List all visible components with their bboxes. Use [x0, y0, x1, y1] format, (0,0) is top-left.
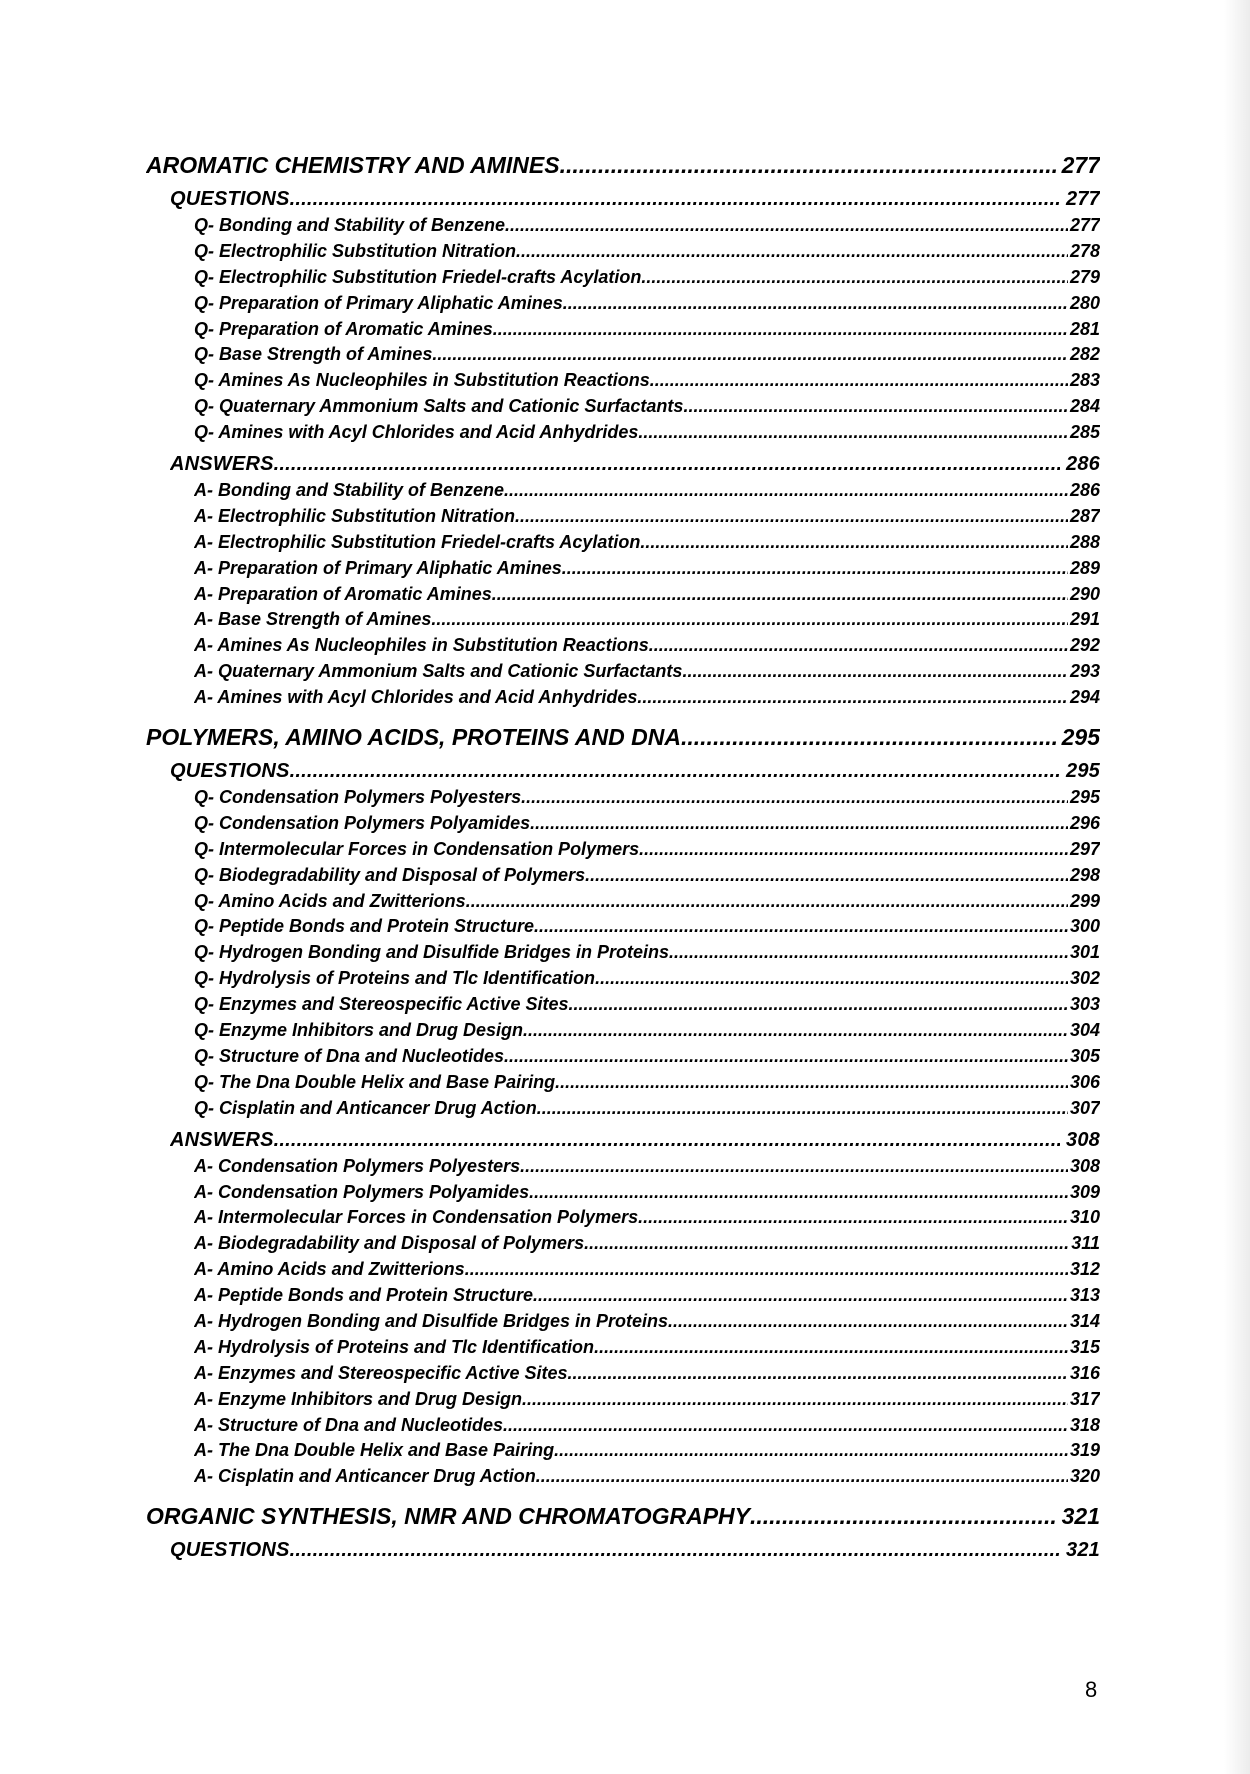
toc-item-entry-page-number: 319 — [1069, 1440, 1100, 1461]
toc-item-entry[interactable] — [194, 1018, 1100, 1044]
toc-item-entry-title: A- Structure of Dna and Nucleotides — [194, 1414, 504, 1435]
toc-item-entry[interactable] — [194, 992, 1100, 1018]
page-edge-shadow — [1224, 0, 1250, 1774]
toc-item-entry-title: Q- Quaternary Ammonium Salts and Cationic Surfactants — [194, 396, 684, 417]
toc-item-entry[interactable] — [194, 556, 1100, 582]
toc-item-entry[interactable] — [194, 1361, 1100, 1387]
dot-leader — [493, 317, 1068, 343]
toc-section-entry-page-number: 295 — [1066, 760, 1100, 783]
toc-section — [146, 450, 1100, 711]
toc-item-entry[interactable] — [194, 1464, 1100, 1490]
toc-chapter-entry[interactable] — [146, 149, 1100, 181]
dot-leader — [534, 914, 1068, 940]
toc-item-entry[interactable] — [194, 607, 1100, 633]
toc-item-entry-page-number: 303 — [1069, 994, 1100, 1015]
toc-item-entry-page-number: 309 — [1069, 1181, 1100, 1202]
toc-chapter-entry-title: POLYMERS, AMINO ACIDS, PROTEINS AND DNA — [146, 724, 681, 751]
toc-chapter-entry-page-number: 277 — [1061, 152, 1100, 178]
toc-section — [146, 1126, 1100, 1491]
toc-item-entry-page-number: 316 — [1069, 1362, 1100, 1383]
toc-item-entry-page-number: 307 — [1069, 1097, 1100, 1118]
toc-item-entry-title: A- Hydrogen Bonding and Disulfide Bridges in Proteins — [194, 1310, 669, 1331]
toc-item-entry-page-number: 287 — [1069, 505, 1100, 526]
toc-item-entry-page-number: 289 — [1069, 557, 1100, 578]
toc-item-entry-title: A- Electrophilic Substitution Friedel-crafts Acylation — [194, 531, 641, 552]
toc-chapter — [146, 721, 1100, 1490]
dot-leader — [638, 1205, 1068, 1231]
toc-item-entry[interactable] — [194, 1205, 1100, 1231]
dot-leader — [595, 966, 1068, 992]
dot-leader — [274, 1126, 1060, 1154]
dot-leader — [290, 1536, 1060, 1564]
toc-item-entry-title: A- Condensation Polymers Polyesters — [194, 1155, 521, 1176]
toc-item-entry[interactable] — [194, 914, 1100, 940]
dot-leader — [530, 811, 1068, 837]
toc-item-entry-page-number: 280 — [1069, 292, 1100, 313]
dot-leader — [515, 504, 1068, 530]
toc-item-entry[interactable] — [194, 530, 1100, 556]
toc-item-entry-title: Q- Intermolecular Forces in Condensation Polymers — [194, 838, 640, 859]
toc-item-entry-page-number: 310 — [1069, 1207, 1100, 1228]
dot-leader — [516, 239, 1068, 265]
dot-leader — [638, 420, 1068, 446]
toc-item-entry[interactable] — [194, 1044, 1100, 1070]
toc-item-entry-title: A- Amines with Acyl Chlorides and Acid Anhydrides — [194, 687, 638, 708]
dot-leader — [683, 394, 1068, 420]
toc-item-entry-title: A- Preparation of Aromatic Amines — [194, 583, 492, 604]
toc-item-entry-title: A- Condensation Polymers Polyamides — [194, 1181, 530, 1202]
toc-item-entry-page-number: 294 — [1069, 687, 1100, 708]
toc-item-entry-title: Q- Amines with Acyl Chlorides and Acid Anhydrides — [194, 422, 639, 443]
dot-leader — [567, 1361, 1067, 1387]
toc-item-entry-title: Q- Amines As Nucleophiles in Substitution Reactions — [194, 370, 650, 391]
toc-section-entry-title: ANSWERS — [170, 1128, 274, 1151]
dot-leader — [584, 1231, 1069, 1257]
toc-item-entry-title: Q- Condensation Polymers Polyesters — [194, 787, 522, 808]
toc-section-entry[interactable] — [170, 757, 1100, 785]
toc-item-entry-title: Q- Hydrolysis of Proteins and Tlc Identification — [194, 968, 596, 989]
toc-item-list — [170, 478, 1100, 711]
toc-section — [146, 757, 1100, 1122]
toc-item-entry-page-number: 297 — [1069, 838, 1100, 859]
toc-item-entry[interactable] — [194, 685, 1100, 711]
toc-item-entry[interactable] — [194, 1257, 1100, 1283]
dot-leader — [555, 1070, 1068, 1096]
toc-item-entry-title: Q- Hydrogen Bonding and Disulfide Bridges in Proteins — [194, 942, 670, 963]
toc-item-entry-title: A- Biodegradability and Disposal of Polymers — [194, 1233, 585, 1254]
toc-item-entry[interactable] — [194, 1413, 1100, 1439]
toc-item-entry[interactable] — [194, 966, 1100, 992]
dot-leader — [585, 863, 1068, 889]
dot-leader — [649, 633, 1068, 659]
toc-item-entry[interactable] — [194, 633, 1100, 659]
toc-item-entry[interactable] — [194, 659, 1100, 685]
toc-item-entry[interactable] — [194, 940, 1100, 966]
toc-item-entry[interactable] — [194, 368, 1100, 394]
toc-item-entry[interactable] — [194, 291, 1100, 317]
toc-section-entry[interactable] — [170, 185, 1100, 213]
toc-section-entry[interactable] — [170, 450, 1100, 478]
toc-item-entry-title: A- The Dna Double Helix and Base Pairing — [194, 1440, 555, 1461]
toc-item-entry[interactable] — [194, 1387, 1100, 1413]
dot-leader — [639, 837, 1068, 863]
toc-item-entry-page-number: 315 — [1069, 1336, 1100, 1357]
dot-leader — [640, 530, 1068, 556]
toc-item-entry[interactable] — [194, 1438, 1100, 1464]
dot-leader — [432, 342, 1068, 368]
toc-item-entry[interactable] — [194, 1283, 1100, 1309]
toc-item-entry-title: Q- Electrophilic Substitution Nitration — [194, 240, 516, 261]
dot-leader — [669, 940, 1068, 966]
toc-item-entry[interactable] — [194, 478, 1100, 504]
dot-leader — [563, 291, 1068, 317]
toc-item-entry[interactable] — [194, 1180, 1100, 1206]
toc-item-entry-page-number: 277 — [1069, 215, 1100, 235]
toc-item-entry[interactable] — [194, 785, 1100, 811]
dot-leader — [521, 785, 1068, 811]
dot-leader — [594, 1335, 1068, 1361]
toc-item-list — [170, 213, 1100, 446]
dot-leader — [503, 1413, 1068, 1439]
toc-item-entry-page-number: 318 — [1069, 1414, 1100, 1435]
toc-item-list — [170, 785, 1100, 1122]
toc-item-entry[interactable] — [194, 239, 1100, 265]
toc-item-entry-page-number: 284 — [1069, 396, 1100, 417]
dot-leader — [505, 213, 1068, 239]
dot-leader — [650, 368, 1068, 394]
toc-item-entry-page-number: 296 — [1069, 812, 1100, 833]
table-of-contents — [146, 149, 1100, 1564]
toc-section-entry-page-number: 308 — [1066, 1128, 1100, 1151]
toc-item-entry[interactable] — [194, 1335, 1100, 1361]
toc-item-entry[interactable] — [194, 811, 1100, 837]
toc-item-entry-page-number: 286 — [1069, 480, 1100, 501]
toc-section-entry[interactable] — [170, 1126, 1100, 1154]
toc-item-entry-page-number: 283 — [1069, 370, 1100, 391]
toc-item-entry-page-number: 282 — [1069, 344, 1100, 365]
dot-leader — [568, 992, 1067, 1018]
dot-leader — [533, 1283, 1068, 1309]
toc-item-entry-page-number: 301 — [1069, 942, 1100, 963]
toc-section-entry-page-number: 286 — [1066, 453, 1100, 476]
page-number: 8 — [1085, 1677, 1098, 1702]
dot-leader — [431, 607, 1068, 633]
toc-item-entry-page-number: 278 — [1069, 240, 1100, 261]
toc-chapter-entry[interactable] — [146, 721, 1100, 753]
dot-leader — [681, 721, 1056, 753]
toc-item-entry-title: A- Quaternary Ammonium Salts and Cationic Surfactants — [194, 661, 683, 682]
toc-item-entry-title: Q- Preparation of Aromatic Amines — [194, 318, 493, 339]
toc-section-entry-title: QUESTIONS — [170, 760, 290, 783]
dot-leader — [274, 450, 1060, 478]
dot-leader — [537, 1096, 1068, 1122]
toc-item-entry[interactable] — [194, 265, 1100, 291]
toc-item-entry[interactable] — [194, 394, 1100, 420]
dot-leader — [529, 1180, 1068, 1206]
toc-item-entry-page-number: 300 — [1069, 916, 1100, 937]
toc-item-entry-title: Q- Bonding and Stability of Benzene — [194, 215, 506, 235]
toc-item-entry-title: A- Intermolecular Forces in Condensation Polymers — [194, 1207, 639, 1228]
toc-item-entry-title: Q- Biodegradability and Disposal of Polymers — [194, 864, 586, 885]
dot-leader — [504, 1044, 1068, 1070]
dot-leader — [522, 1387, 1068, 1413]
dot-leader — [554, 1438, 1068, 1464]
toc-item-entry-page-number: 299 — [1069, 890, 1100, 911]
toc-item-entry-title: Q- Condensation Polymers Polyamides — [194, 812, 531, 833]
toc-section-entry-page-number: 321 — [1066, 1539, 1100, 1562]
dot-leader — [536, 1464, 1068, 1490]
toc-item-entry-page-number: 293 — [1069, 661, 1100, 682]
toc-item-entry-title: Q- Structure of Dna and Nucleotides — [194, 1045, 505, 1066]
dot-leader — [641, 265, 1068, 291]
toc-item-entry-title: A- Hydrolysis of Proteins and Tlc Identification — [194, 1336, 595, 1357]
dot-leader — [492, 582, 1068, 608]
toc-item-entry-page-number: 320 — [1069, 1466, 1100, 1487]
toc-item-entry-title: A- Amines As Nucleophiles in Substitution Reactions — [194, 635, 649, 656]
toc-item-entry-title: A- Enzymes and Stereospecific Active Sites — [194, 1362, 568, 1383]
dot-leader — [465, 1257, 1068, 1283]
toc-item-entry[interactable] — [194, 342, 1100, 368]
toc-chapter — [146, 149, 1100, 711]
toc-item-entry[interactable] — [194, 889, 1100, 915]
toc-item-entry-page-number: 317 — [1069, 1388, 1100, 1409]
toc-item-entry-title: A- Amino Acids and Zwitterions — [194, 1259, 465, 1280]
toc-chapter-entry-title: AROMATIC CHEMISTRY AND AMINES — [146, 152, 560, 178]
toc-item-entry-title: Q- The Dna Double Helix and Base Pairing — [194, 1071, 556, 1092]
toc-item-entry-page-number: 313 — [1069, 1285, 1100, 1306]
toc-chapter-entry-page-number: 321 — [1061, 1503, 1100, 1530]
toc-item-entry-page-number: 312 — [1069, 1259, 1100, 1280]
toc-item-entry-page-number: 314 — [1069, 1310, 1100, 1331]
toc-item-entry-title: A- Preparation of Primary Aliphatic Amines — [194, 557, 562, 578]
dot-leader — [523, 1018, 1068, 1044]
toc-item-entry-title: A- Base Strength of Amines — [194, 609, 432, 630]
dot-leader — [290, 185, 1060, 213]
toc-section-entry-title: QUESTIONS — [170, 188, 290, 210]
toc-item-entry-page-number: 281 — [1069, 318, 1100, 339]
toc-item-entry[interactable] — [194, 317, 1100, 343]
toc-chapter-entry-page-number: 295 — [1061, 724, 1100, 751]
toc-item-entry-title: Q- Preparation of Primary Aliphatic Amines — [194, 292, 563, 313]
toc-item-entry-page-number: 311 — [1071, 1233, 1100, 1254]
toc-section-entry-title: QUESTIONS — [170, 1539, 290, 1562]
dot-leader — [560, 149, 1056, 181]
toc-item-entry-page-number: 298 — [1069, 864, 1100, 885]
toc-item-list — [170, 1154, 1100, 1491]
toc-item-entry-page-number: 306 — [1069, 1071, 1100, 1092]
toc-item-entry[interactable] — [194, 1070, 1100, 1096]
dot-leader — [637, 685, 1068, 711]
toc-item-entry-page-number: 292 — [1069, 635, 1100, 656]
toc-chapter-entry[interactable] — [146, 1500, 1100, 1532]
dot-leader — [504, 478, 1068, 504]
toc-item-entry[interactable] — [194, 420, 1100, 446]
toc-item-entry[interactable] — [194, 1309, 1100, 1335]
toc-item-entry-page-number: 279 — [1069, 266, 1100, 287]
toc-item-entry-title: A- Enzyme Inhibitors and Drug Design — [194, 1388, 523, 1409]
toc-item-entry-title: Q- Enzyme Inhibitors and Drug Design — [194, 1020, 524, 1041]
toc-item-entry-title: Q- Cisplatin and Anticancer Drug Action — [194, 1097, 537, 1118]
toc-item-entry-title: Q- Amino Acids and Zwitterions — [194, 890, 466, 911]
toc-item-entry[interactable] — [194, 1154, 1100, 1180]
toc-item-entry-page-number: 291 — [1069, 609, 1100, 630]
toc-item-entry-page-number: 308 — [1069, 1155, 1100, 1176]
toc-item-entry-page-number: 288 — [1069, 531, 1100, 552]
toc-chapter — [146, 1500, 1100, 1564]
toc-section — [146, 185, 1100, 446]
toc-section-entry-title: ANSWERS — [170, 453, 274, 476]
toc-item-entry[interactable] — [194, 863, 1100, 889]
toc-item-entry[interactable] — [194, 1231, 1100, 1257]
dot-leader — [750, 1500, 1056, 1532]
dot-leader — [668, 1309, 1068, 1335]
toc-item-entry-page-number: 295 — [1069, 787, 1100, 808]
toc-section-entry-page-number: 277 — [1066, 188, 1100, 210]
toc-item-entry-title: Q- Peptide Bonds and Protein Structure — [194, 916, 535, 937]
toc-item-entry-title: A- Cisplatin and Anticancer Drug Action — [194, 1466, 536, 1487]
toc-item-entry-title: Q- Enzymes and Stereospecific Active Sites — [194, 994, 569, 1015]
toc-item-entry-title: Q- Electrophilic Substitution Friedel-crafts Acylation — [194, 266, 642, 287]
toc-item-entry[interactable] — [194, 504, 1100, 530]
toc-item-entry-page-number: 304 — [1069, 1020, 1100, 1041]
toc-item-entry[interactable] — [194, 837, 1100, 863]
toc-section-entry[interactable] — [170, 1536, 1100, 1564]
dot-leader — [466, 889, 1068, 915]
toc-item-entry-page-number: 290 — [1069, 583, 1100, 604]
toc-item-entry-page-number: 305 — [1069, 1045, 1100, 1066]
toc-item-entry-page-number: 285 — [1069, 422, 1100, 443]
toc-item-entry[interactable] — [194, 213, 1100, 239]
toc-item-entry-title: A- Peptide Bonds and Protein Structure — [194, 1285, 534, 1306]
toc-item-entry-page-number: 302 — [1069, 968, 1100, 989]
toc-item-entry[interactable] — [194, 582, 1100, 608]
toc-section — [146, 1536, 1100, 1564]
toc-item-entry-title: A- Electrophilic Substitution Nitration — [194, 505, 515, 526]
toc-chapter-entry-title: ORGANIC SYNTHESIS, NMR AND CHROMATOGRAPHY — [146, 1503, 750, 1530]
dot-leader — [682, 659, 1068, 685]
dot-leader — [290, 757, 1060, 785]
dot-leader — [562, 556, 1068, 582]
toc-item-entry[interactable] — [194, 1096, 1100, 1122]
toc-item-entry-title: A- Bonding and Stability of Benzene — [194, 480, 504, 501]
toc-item-entry-title: Q- Base Strength of Amines — [194, 344, 433, 365]
dot-leader — [520, 1154, 1068, 1180]
